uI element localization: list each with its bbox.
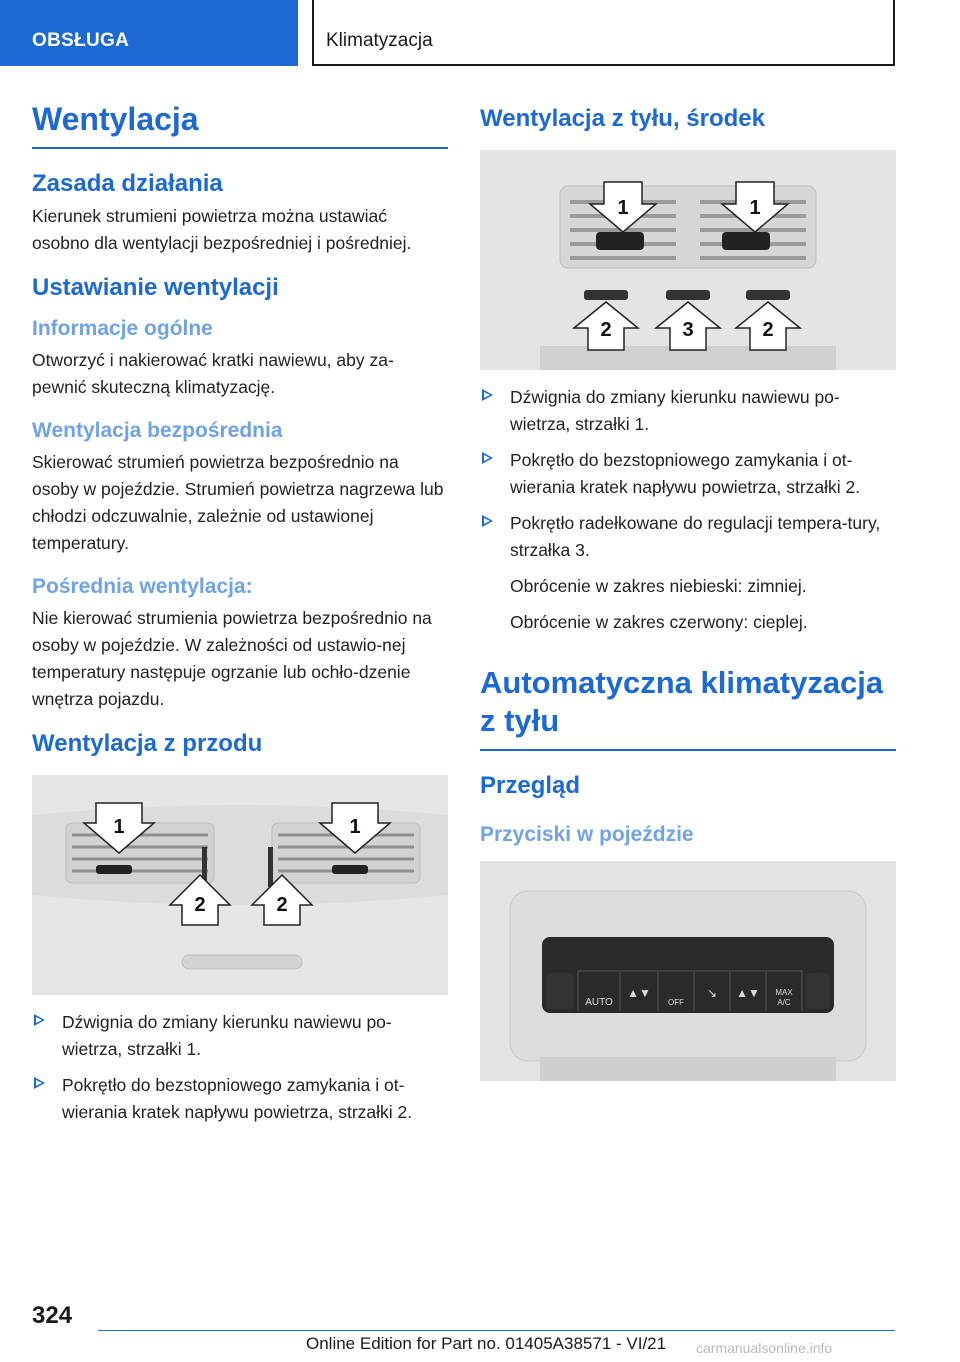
rear-center-vents-figure: [480, 150, 896, 370]
page-number: 324: [32, 1302, 73, 1329]
list-item: [480, 510, 896, 564]
list-item: [480, 384, 896, 438]
principle-heading: Zasada działania: [32, 170, 223, 197]
right-column: [480, 100, 896, 1081]
rear-arrow-1a-label: 1: [617, 197, 629, 219]
section-tab: OBSŁUGA: [0, 0, 298, 66]
rear-climate-panel-figure: [480, 861, 896, 1081]
list-item-text: Dźwignia do zmiany kierunku nawiewu po-wietrza, strzałki 1.: [510, 387, 840, 434]
page-title: Wentylacja: [32, 100, 448, 149]
list-item-text: Dźwignia do zmiany kierunku nawiewu po-wietrza, strzałki 1.: [62, 1012, 392, 1059]
off-button-label: OFF: [668, 998, 684, 1007]
indirect-text: Nie kierować strumienia powietrza bezpośrednio na osoby w pojeździe. W zależności od ustawio-nej temperatury następuje ogrzanie lub ochło-dzenie wnętrza pojazdu.: [32, 608, 432, 709]
ac-button-label: A/C: [777, 998, 791, 1007]
overview-heading: Przegląd: [480, 772, 581, 799]
triangle-bullet-icon: [34, 1014, 45, 1026]
direct-heading: Wentylacja bezpośrednia: [32, 419, 283, 442]
list-item: [480, 447, 896, 501]
rear-bullet-list: [480, 384, 896, 564]
svg-text:↘: ↘: [706, 986, 718, 1000]
rear-arrow-2b-label: 2: [762, 319, 774, 341]
list-item-text: Pokrętło do bezstopniowego zamykania i ot-wierania kratek napływu powietrza, strzałki 2.: [62, 1075, 413, 1122]
left-column: [32, 100, 448, 1135]
rear-center-heading: Wentylacja z tyłu, środek: [480, 105, 765, 132]
watermark: carmanualsonline.info: [696, 1340, 833, 1356]
general-text: Otworzyć i nakierować kratki nawiewu, aby za-pewnić skuteczną klimatyzację.: [32, 350, 394, 397]
front-bullet-list: [32, 1009, 448, 1126]
max-button-label: MAX: [775, 988, 793, 997]
list-item: [32, 1009, 448, 1063]
front-arrow-2b-label: 2: [276, 894, 288, 916]
auto-climate-title: Automatyczna klimatyzacja z tyłu: [480, 664, 896, 751]
svg-text:▲▼: ▲▼: [627, 986, 651, 1000]
principle-text: Kierunek strumieni powietrza można ustawiać osobno dla wentylacji bezpośredniej i pośredniej.: [32, 206, 412, 253]
svg-text:▲▼: ▲▼: [736, 986, 760, 1000]
footer-divider: [98, 1330, 895, 1331]
triangle-bullet-icon: [482, 515, 493, 527]
chapter-title: Klimatyzacja: [312, 0, 895, 66]
list-item-text: Pokrętło do bezstopniowego zamykania i ot-wierania kratek napływu powietrza, strzałki 2.: [510, 450, 861, 497]
front-arrow-1b-label: 1: [349, 816, 361, 838]
indirect-heading: Pośrednia wentylacja:: [32, 575, 253, 598]
rear-arrow-2a-label: 2: [600, 319, 612, 341]
list-item-text: Pokrętło radełkowane do regulacji tempera-tury, strzałka 3.: [510, 513, 881, 560]
triangle-bullet-icon: [482, 389, 493, 401]
rear-arrow-3-label: 3: [682, 319, 694, 341]
triangle-bullet-icon: [34, 1077, 45, 1089]
edition-note: Online Edition for Part no. 01405A38571 - VI/21: [306, 1334, 667, 1353]
list-item: [32, 1072, 448, 1126]
front-arrow-2a-label: 2: [194, 894, 206, 916]
front-heading: Wentylacja z przodu: [32, 730, 263, 757]
rear-sub-cold: Obrócenie w zakres niebieski: zimniej.: [510, 576, 807, 596]
front-vents-figure: [32, 775, 448, 995]
front-arrow-1a-label: 1: [113, 816, 125, 838]
direct-text: Skierować strumień powietrza bezpośrednio na osoby w pojeździe. Strumień powietrza nagrzewa lub chłodzi odczuwalnie, zależnie od ustawionej temperatury.: [32, 452, 444, 553]
buttons-heading: Przyciski w pojeździe: [480, 823, 694, 846]
adjust-heading: Ustawianie wentylacji: [32, 274, 279, 301]
triangle-bullet-icon: [482, 452, 493, 464]
rear-sub-warm: Obrócenie w zakres czerwony: cieplej.: [510, 612, 808, 632]
general-heading: Informacje ogólne: [32, 317, 213, 340]
rear-arrow-1b-label: 1: [749, 197, 761, 219]
auto-button-label: AUTO: [585, 997, 613, 1008]
